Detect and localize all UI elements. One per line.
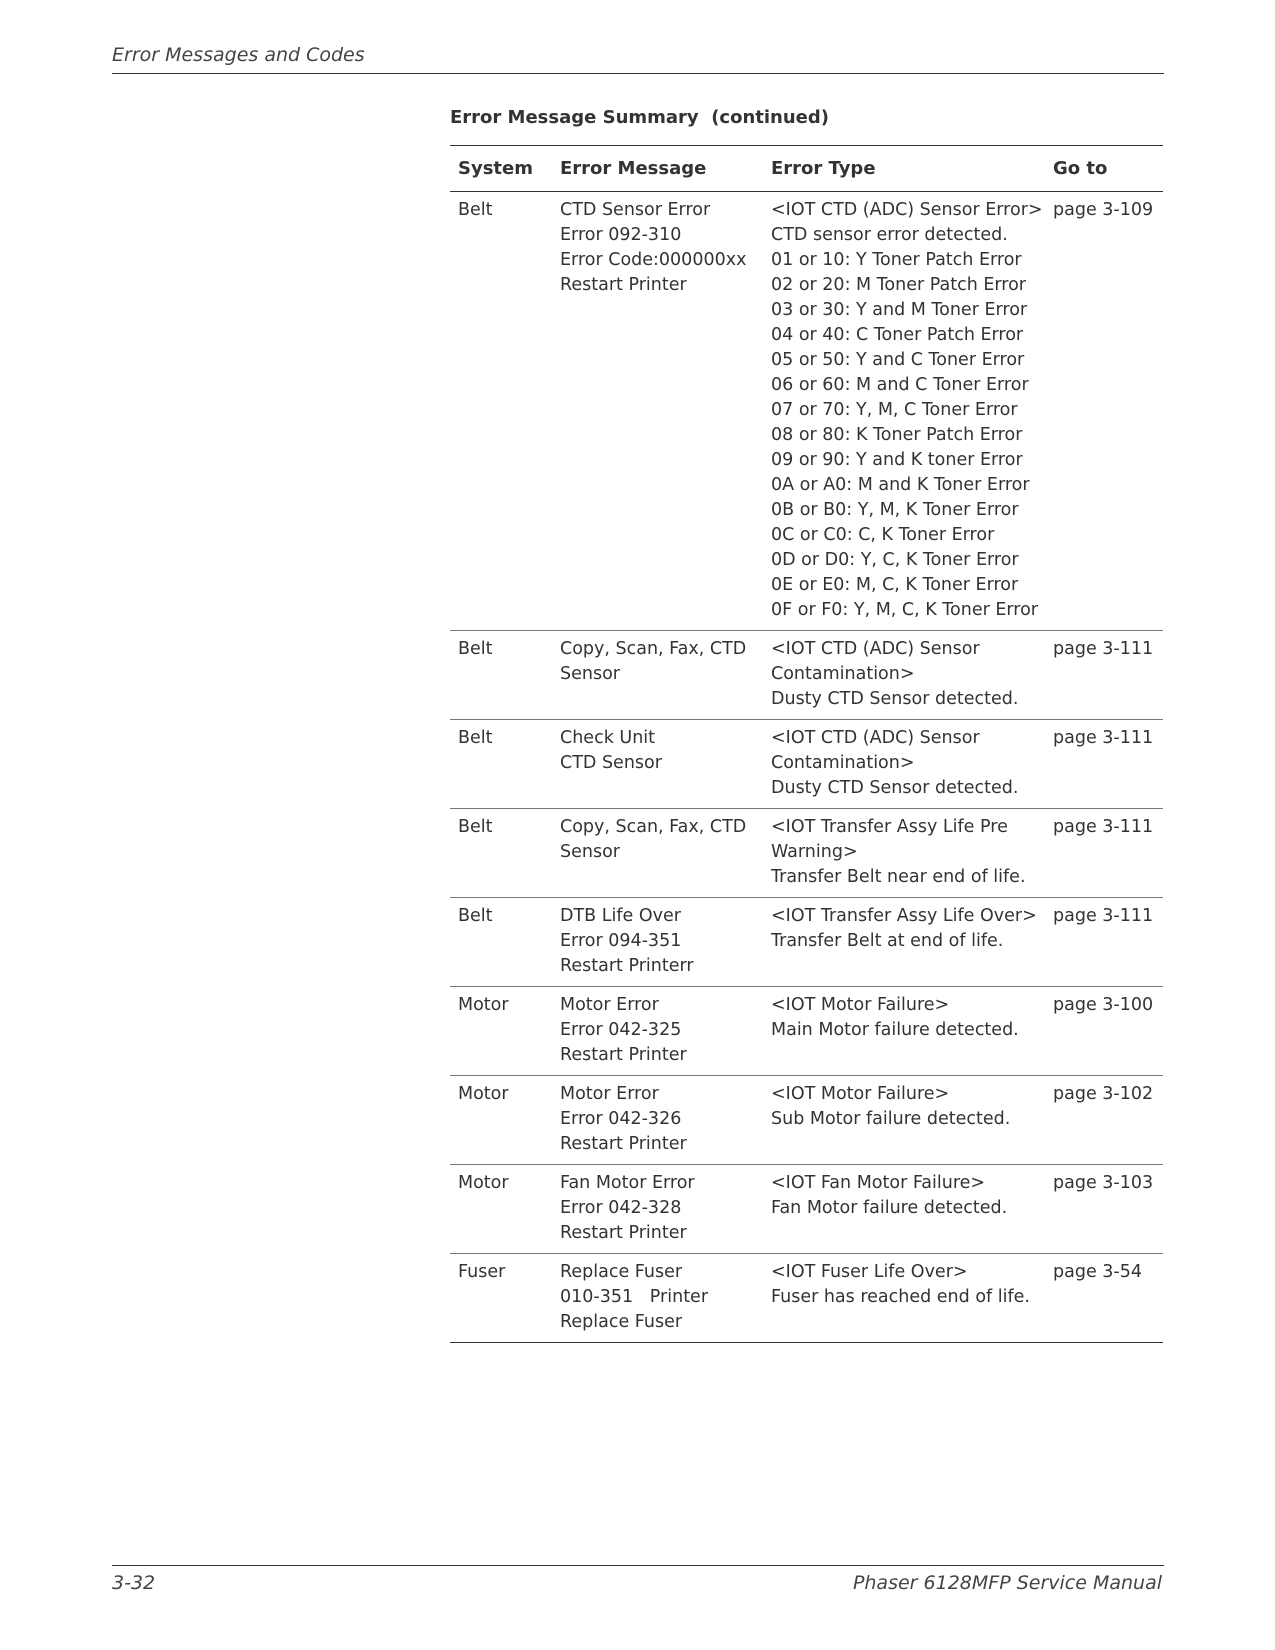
- error-message-line: Copy, Scan, Fax, CTD: [560, 817, 747, 837]
- error-type-cell: [763, 1165, 1045, 1254]
- system-cell: Belt: [450, 720, 552, 809]
- error-type-line: 08 or 80: K Toner Patch Error: [771, 425, 1023, 445]
- error-message-line: Error 092-310: [560, 225, 682, 245]
- error-message-line: DTB Life Over: [560, 906, 681, 926]
- error-type-line: <IOT Fan Motor Failure>: [771, 1173, 986, 1193]
- error-type-cell: [763, 192, 1045, 631]
- error-type-line: Main Motor failure detected.: [771, 1020, 1019, 1040]
- error-message-line: Error 094-351: [560, 931, 682, 951]
- error-message-line: Check Unit: [560, 728, 656, 748]
- error-type-line: <IOT CTD (ADC) Sensor: [771, 728, 980, 748]
- error-type-line: <IOT CTD (ADC) Sensor Error>: [771, 200, 1043, 220]
- error-type-line: Warning>: [771, 842, 858, 862]
- error-type-line: Transfer Belt near end of life.: [771, 867, 1026, 887]
- error-type-line: 0C or C0: C, K Toner Error: [771, 525, 995, 545]
- error-summary-table: [450, 145, 1163, 1343]
- page-number: 3-32: [112, 1572, 156, 1594]
- error-type-cell: [763, 1254, 1045, 1343]
- error-type-line: 02 or 20: M Toner Patch Error: [771, 275, 1027, 295]
- error-message-cell: [552, 898, 763, 987]
- error-type-line: <IOT CTD (ADC) Sensor: [771, 639, 980, 659]
- system-cell: Belt: [450, 809, 552, 898]
- table-row: [450, 631, 1163, 720]
- error-message-line: Error 042-326: [560, 1109, 682, 1129]
- go-to-cell: page 3-111: [1045, 809, 1163, 898]
- table-title: Error Message Summary (continued): [450, 107, 829, 128]
- error-type-cell: [763, 631, 1045, 720]
- error-message-line: Copy, Scan, Fax, CTD: [560, 639, 747, 659]
- error-message-line: Restart Printer: [560, 1134, 687, 1154]
- table-row: [450, 1254, 1163, 1343]
- error-type-line: 0A or A0: M and K Toner Error: [771, 475, 1030, 495]
- error-message-line: Replace Fuser: [560, 1312, 683, 1332]
- error-type-line: 0E or E0: M, C, K Toner Error: [771, 575, 1019, 595]
- table-header-row: [450, 146, 1163, 192]
- error-type-line: Sub Motor failure detected.: [771, 1109, 1011, 1129]
- running-header: Error Messages and Codes: [112, 44, 365, 66]
- error-type-cell: [763, 1076, 1045, 1165]
- error-type-line: Dusty CTD Sensor detected.: [771, 778, 1019, 798]
- error-type-line: Fuser has reached end of life.: [771, 1287, 1030, 1307]
- table-row: [450, 987, 1163, 1076]
- error-type-cell: [763, 720, 1045, 809]
- go-to-cell: page 3-111: [1045, 898, 1163, 987]
- go-to-cell: page 3-103: [1045, 1165, 1163, 1254]
- error-type-line: 0B or B0: Y, M, K Toner Error: [771, 500, 1019, 520]
- error-message-line: Sensor: [560, 664, 620, 684]
- error-type-cell: [763, 898, 1045, 987]
- error-message-line: Restart Printerr: [560, 956, 694, 976]
- error-type-line: 0F or F0: Y, M, C, K Toner Error: [771, 600, 1039, 620]
- go-to-cell: page 3-111: [1045, 720, 1163, 809]
- error-type-line: Contamination>: [771, 753, 915, 773]
- footer-rule: [112, 1565, 1164, 1566]
- go-to-cell: page 3-109: [1045, 192, 1163, 631]
- go-to-cell: page 3-111: [1045, 631, 1163, 720]
- table-row: [450, 1076, 1163, 1165]
- system-cell: Fuser: [450, 1254, 552, 1343]
- table-row: [450, 1165, 1163, 1254]
- table-row: [450, 720, 1163, 809]
- table-row: [450, 809, 1163, 898]
- error-type-line: 03 or 30: Y and M Toner Error: [771, 300, 1028, 320]
- error-type-line: CTD sensor error detected.: [771, 225, 1008, 245]
- error-type-line: 0D or D0: Y, C, K Toner Error: [771, 550, 1019, 570]
- table-row: [450, 898, 1163, 987]
- column-header-go-to: Go to: [1045, 146, 1163, 192]
- error-type-line: <IOT Motor Failure>: [771, 995, 950, 1015]
- error-message-line: CTD Sensor Error: [560, 200, 711, 220]
- error-message-cell: [552, 192, 763, 631]
- error-message-cell: [552, 987, 763, 1076]
- error-type-line: Dusty CTD Sensor detected.: [771, 689, 1019, 709]
- error-message-line: 010-351 Printer: [560, 1287, 709, 1307]
- column-header-error-type: Error Type: [763, 146, 1045, 192]
- error-message-cell: [552, 809, 763, 898]
- system-cell: Belt: [450, 631, 552, 720]
- error-message-line: Restart Printer: [560, 1223, 687, 1243]
- table-row: [450, 192, 1163, 631]
- error-message-line: Error 042-325: [560, 1020, 682, 1040]
- error-message-line: Error Code:000000xx: [560, 250, 747, 270]
- column-header-error-message: Error Message: [552, 146, 763, 192]
- error-type-line: Transfer Belt at end of life.: [771, 931, 1004, 951]
- error-type-line: <IOT Motor Failure>: [771, 1084, 950, 1104]
- error-message-line: Motor Error: [560, 1084, 659, 1104]
- go-to-cell: page 3-102: [1045, 1076, 1163, 1165]
- error-type-line: Fan Motor failure detected.: [771, 1198, 1008, 1218]
- system-cell: Belt: [450, 192, 552, 631]
- error-message-line: CTD Sensor: [560, 753, 662, 773]
- system-cell: Belt: [450, 898, 552, 987]
- error-type-line: 06 or 60: M and C Toner Error: [771, 375, 1029, 395]
- error-type-line: 07 or 70: Y, M, C Toner Error: [771, 400, 1018, 420]
- error-message-line: Fan Motor Error: [560, 1173, 695, 1193]
- go-to-cell: page 3-100: [1045, 987, 1163, 1076]
- error-message-cell: [552, 631, 763, 720]
- error-message-cell: [552, 1076, 763, 1165]
- error-message-line: Restart Printer: [560, 1045, 687, 1065]
- error-message-line: Sensor: [560, 842, 620, 862]
- error-type-cell: [763, 809, 1045, 898]
- error-type-line: 05 or 50: Y and C Toner Error: [771, 350, 1025, 370]
- error-type-line: <IOT Transfer Assy Life Over>: [771, 906, 1037, 926]
- error-message-cell: [552, 1165, 763, 1254]
- error-type-cell: [763, 987, 1045, 1076]
- error-type-line: 09 or 90: Y and K toner Error: [771, 450, 1023, 470]
- manual-title: Phaser 6128MFP Service Manual: [852, 1572, 1162, 1594]
- error-message-line: Motor Error: [560, 995, 659, 1015]
- header-rule: [112, 73, 1164, 74]
- error-message-line: Restart Printer: [560, 275, 687, 295]
- error-message-line: Replace Fuser: [560, 1262, 683, 1282]
- error-type-line: <IOT Transfer Assy Life Pre: [771, 817, 1008, 837]
- column-header-system: System: [450, 146, 552, 192]
- error-type-line: 01 or 10: Y Toner Patch Error: [771, 250, 1022, 270]
- error-type-line: 04 or 40: C Toner Patch Error: [771, 325, 1024, 345]
- system-cell: Motor: [450, 1165, 552, 1254]
- table-body: [450, 192, 1163, 1343]
- error-message-cell: [552, 720, 763, 809]
- error-message-cell: [552, 1254, 763, 1343]
- system-cell: Motor: [450, 987, 552, 1076]
- error-message-line: Error 042-328: [560, 1198, 682, 1218]
- system-cell: Motor: [450, 1076, 552, 1165]
- error-type-line: <IOT Fuser Life Over>: [771, 1262, 968, 1282]
- error-type-line: Contamination>: [771, 664, 915, 684]
- go-to-cell: page 3-54: [1045, 1254, 1163, 1343]
